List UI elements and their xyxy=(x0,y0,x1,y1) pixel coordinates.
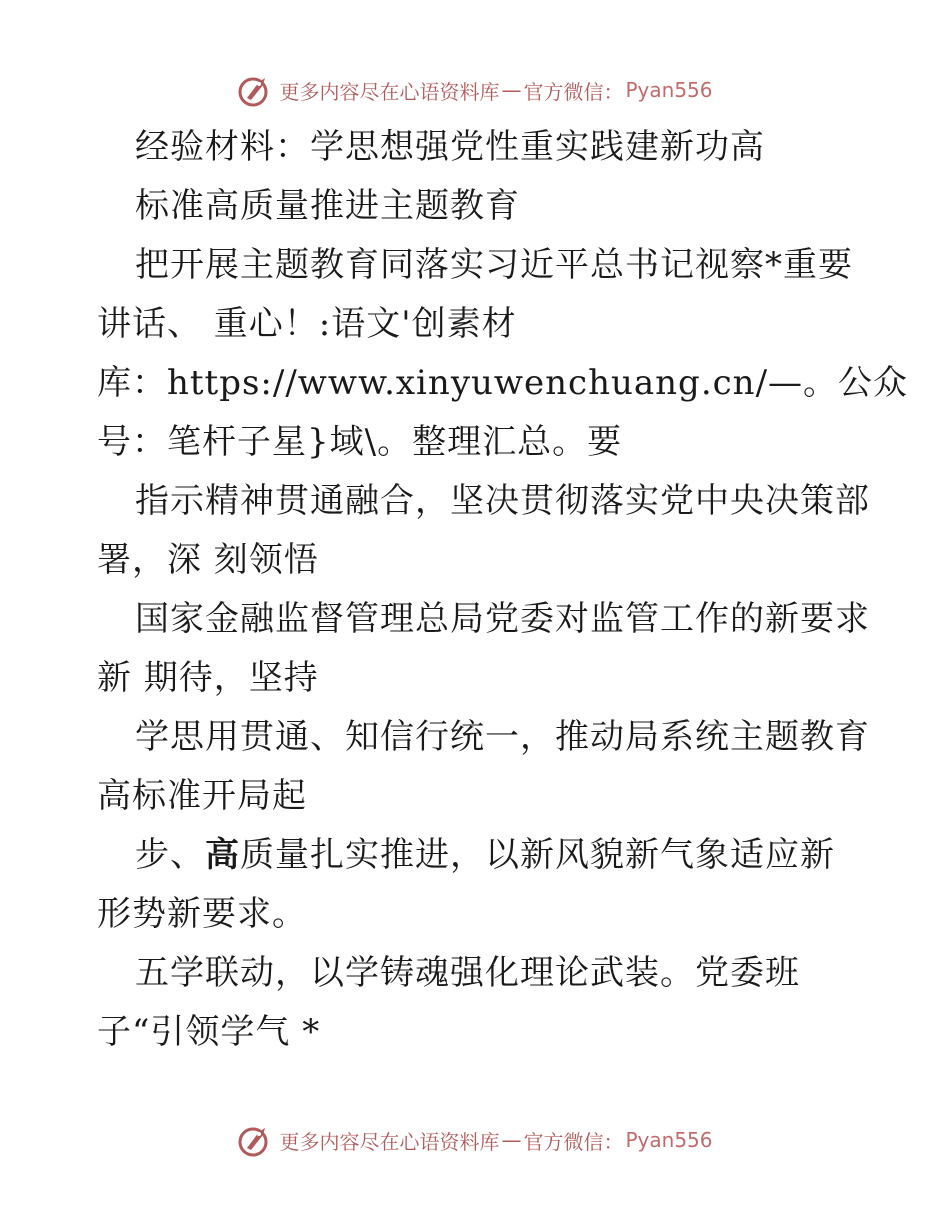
pen-nib-logo-icon xyxy=(237,1122,273,1158)
pen-nib-logo-icon xyxy=(237,72,273,108)
footer-banner xyxy=(0,1120,950,1160)
text-line: 国家金融监督管理总局党委对监管工作的新要求 xyxy=(135,599,870,639)
text-line: 高标准开局起 xyxy=(97,776,307,816)
banner-wechat-id: Pyan556 xyxy=(625,1128,713,1152)
text-line: 号：笔杆子星}域\。整理汇总。要 xyxy=(97,422,623,462)
banner-site-text: 更多内容尽在心语资料库 xyxy=(279,79,500,104)
banner-dash: — xyxy=(501,78,522,102)
banner-dash: — xyxy=(501,1128,522,1152)
text-line: 把开展主题教育同落实习近平总书记视察*重要 xyxy=(135,245,853,285)
text-line: 库：https://www.xinyuwenchuang.cn/—。公众 xyxy=(97,363,909,403)
text-line: 署，深 刻领悟 xyxy=(97,540,319,580)
banner-wechat-id: Pyan556 xyxy=(625,78,713,102)
text-line: 讲话、 重心！:语文'创素材 xyxy=(97,304,517,344)
text-segment: 质量扎实推进，以新风貌新气象适应新 xyxy=(240,835,835,875)
text-line: 经验材料：学思想强党性重实践建新功高 xyxy=(135,127,765,167)
text-line: 子“引领学气 * xyxy=(97,1012,321,1052)
text-line: 五学联动，以学铸魂强化理论武装。党委班 xyxy=(135,953,800,993)
banner-site-text: 更多内容尽在心语资料库 xyxy=(279,1129,500,1154)
text-line xyxy=(97,826,867,885)
text-line: 新 期待，坚持 xyxy=(97,658,319,698)
text-line: 学思用贯通、知信行统一，推动局系统主题教育 xyxy=(135,717,870,757)
banner-wechat-label: 官方微信： xyxy=(523,1129,624,1154)
text-line: 指示精神贯通融合，坚决贯彻落实党中央决策部 xyxy=(135,481,870,521)
bold-text-segment: 高 xyxy=(205,835,240,875)
text-line: 形势新要求。 xyxy=(97,894,307,934)
document-body xyxy=(97,118,909,1062)
text-segment: 步、 xyxy=(135,835,205,875)
header-banner xyxy=(0,70,950,110)
text-line: 标准高质量推进主题教育 xyxy=(135,186,520,226)
banner-wechat-label: 官方微信： xyxy=(523,79,624,104)
